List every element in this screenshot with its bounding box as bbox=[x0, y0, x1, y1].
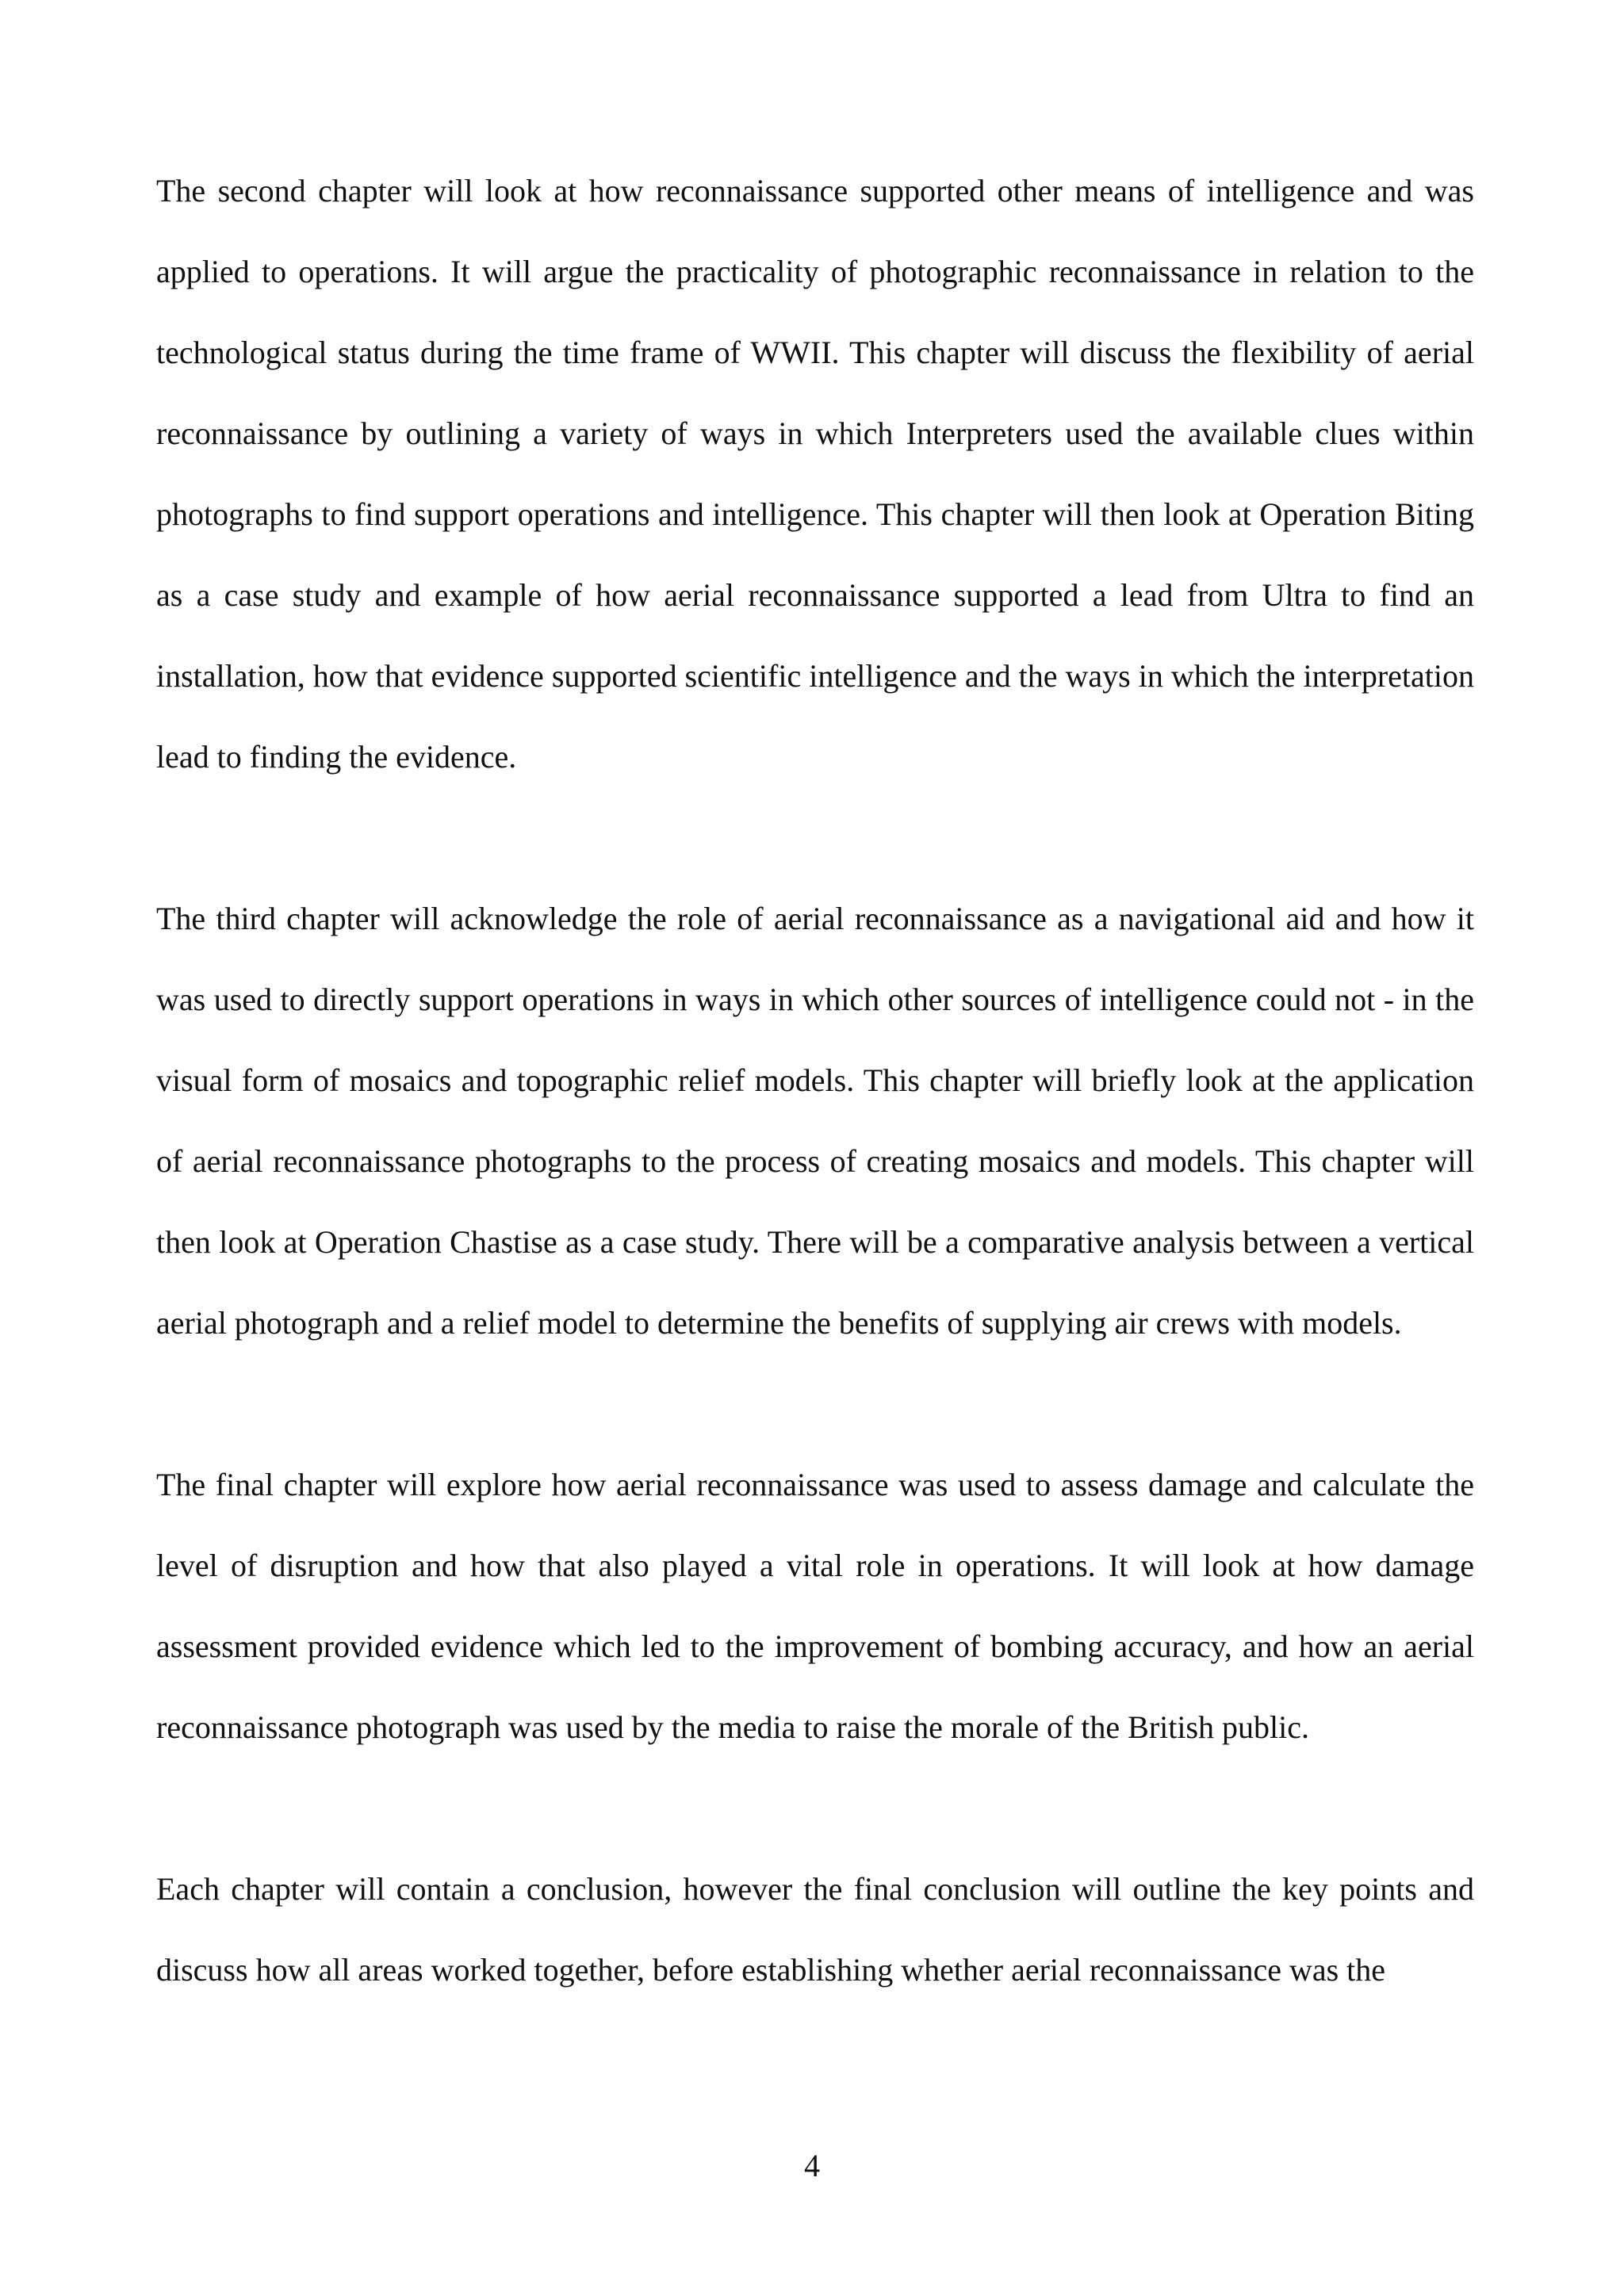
paragraph-second-chapter: The second chapter will look at how reconnaissance supported other means of intelligence and was applied to operations. It will argue the practicality of photographic reconnaissance in relation to the technological status during the time frame of WWII. This chapter will discuss the flexibility of aerial reconnaissance by outlining a variety of ways in which Interpreters used the available clues within photographs to find support operations and intelligence. This chapter will then look at Operation Biting as a case study and example of how aerial reconnaissance supported a lead from Ultra to find an installation, how that evidence supported scientific intelligence and the ways in which the interpretation lead to finding the evidence. bbox=[156, 173, 1474, 775]
paragraph-final-chapter: The final chapter will explore how aerial reconnaissance was used to assess damage and calculate the level of disruption and how that also played a vital role in operations. It will look at how damage assessment provided evidence which led to the improvement of bombing accuracy, and how an aerial reconnaissance photograph was used by the media to raise the morale of the British public. bbox=[156, 1467, 1474, 1745]
paragraph-conclusion: Each chapter will contain a conclusion, however the final conclusion will outline the key points and discuss how all areas worked together, before establishing whether aerial reconnaissance was the bbox=[156, 1871, 1474, 1988]
body-text bbox=[156, 151, 1474, 2011]
page-number: 4 bbox=[804, 2148, 820, 2183]
paragraph-third-chapter: The third chapter will acknowledge the role of aerial reconnaissance as a navigational aid and how it was used to directly support operations in ways in which other sources of intelligence could not - in the visual form of mosaics and topographic relief models. This chapter will briefly look at the application of aerial reconnaissance photographs to the process of creating mosaics and models. This chapter will then look at Operation Chastise as a case study. There will be a comparative analysis between a vertical aerial photograph and a relief model to determine the benefits of supplying air crews with models. bbox=[156, 901, 1474, 1341]
